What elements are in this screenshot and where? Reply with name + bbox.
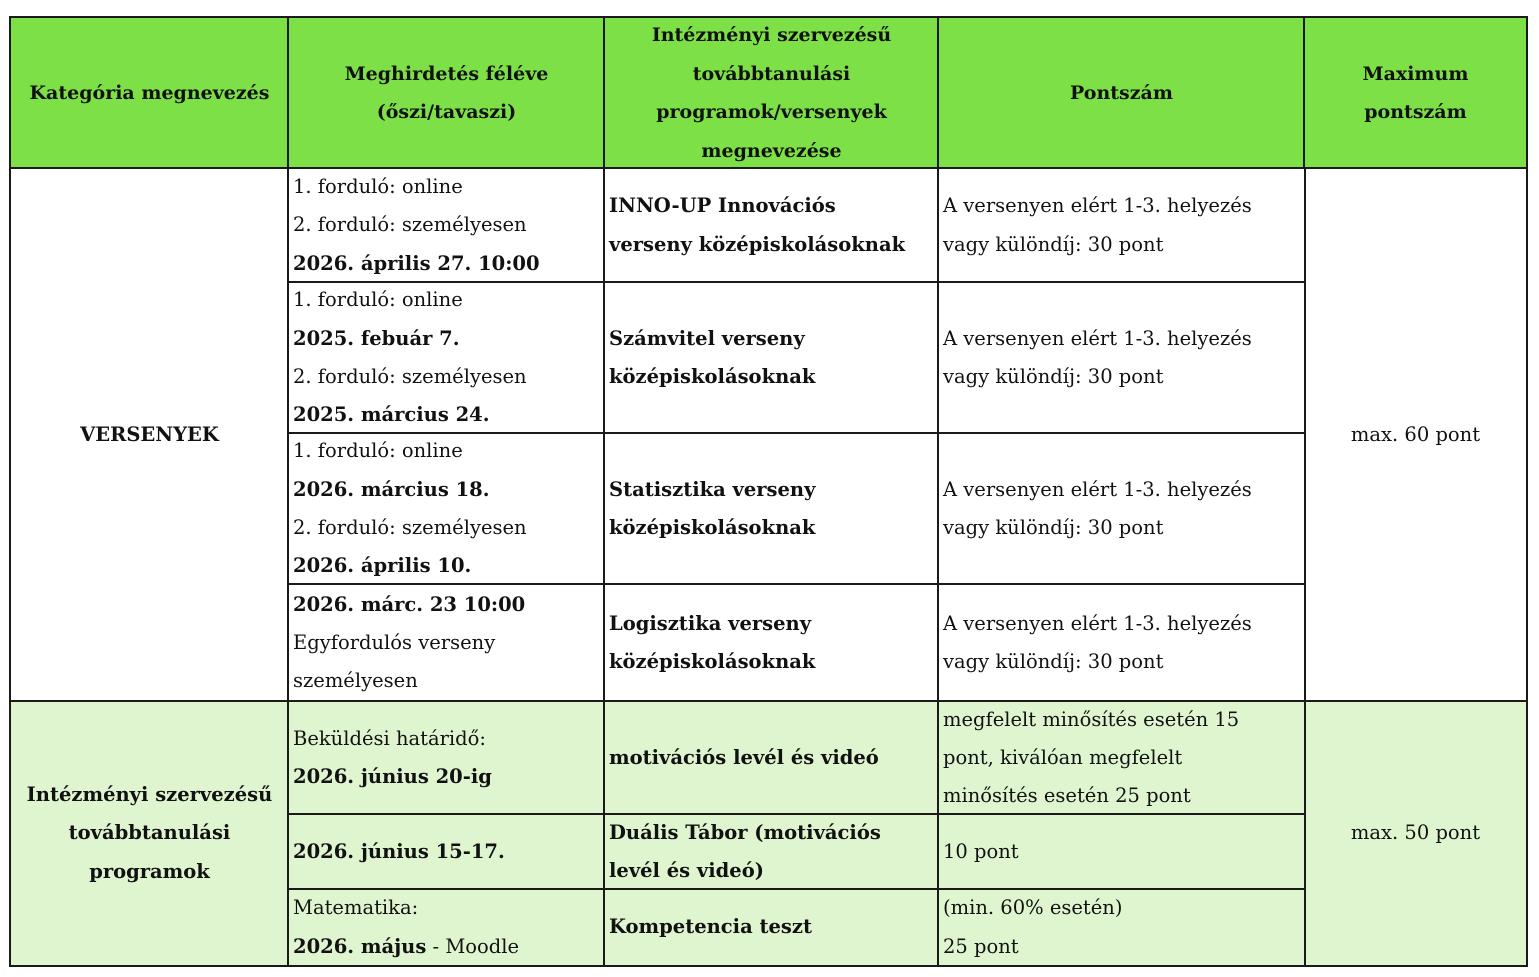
header-program-line: megnevezése <box>701 139 842 162</box>
date-line: 2. forduló: személyesen <box>293 213 527 237</box>
header-program <box>603 16 940 170</box>
points-line: A versenyen elért 1-3. helyezés <box>943 194 1252 218</box>
table-row-points <box>937 813 1306 891</box>
table-row-program <box>603 888 940 967</box>
program-line: Számvitel verseny <box>609 326 805 350</box>
points-line: vagy különdíj: 30 pont <box>943 650 1164 673</box>
date-line: 2026. április 10. <box>293 554 472 578</box>
program-line: levél és videó) <box>609 859 764 882</box>
header-program-line: továbbtanulási <box>692 62 851 85</box>
category-label: VERSENYEK <box>80 422 219 446</box>
program-line: verseny középiskolásoknak <box>609 232 906 256</box>
program-line: Duális Tábor (motivációs <box>609 820 881 844</box>
program-line: Kompetencia teszt <box>609 915 812 939</box>
program-line: középiskolásoknak <box>609 365 816 388</box>
table-row-dates <box>287 700 606 816</box>
points-line: megfelelt minősítés esetén 15 <box>943 707 1240 731</box>
program-line: középiskolásoknak <box>609 516 816 539</box>
header-max-line: Maximum <box>1362 62 1469 85</box>
table-row-program <box>603 583 940 703</box>
program-line: motivációs levél és videó <box>609 745 879 769</box>
date-line: 2. forduló: személyesen <box>293 516 527 539</box>
program-line: Logisztika verseny <box>609 611 812 635</box>
table-row-program <box>603 281 940 435</box>
category-line: programok <box>89 859 210 883</box>
table-row-dates <box>287 583 606 703</box>
table-row-points <box>937 583 1306 703</box>
table-row-points <box>937 888 1306 967</box>
points-line: A versenyen elért 1-3. helyezés <box>943 326 1252 350</box>
date-line: 1. forduló: online <box>293 439 463 463</box>
header-category-label: Kategória megnevezés <box>29 81 270 104</box>
date-line: 2026. márc. 23 10:00 <box>293 592 526 616</box>
header-program-line: Intézményi szervezésű <box>651 24 892 46</box>
header-points <box>937 16 1306 170</box>
date-line: 1. forduló: online <box>293 288 463 312</box>
header-semester-line: (őszi/tavaszi) <box>376 101 517 123</box>
program-line: középiskolásoknak <box>609 650 816 673</box>
points-line: A versenyen elért 1-3. helyezés <box>943 477 1252 501</box>
date-bold: 2026. május <box>293 934 427 958</box>
header-semester <box>287 16 606 170</box>
points-line: 10 pont <box>943 839 1019 863</box>
date-line: 2026. április 27. 10:00 <box>293 251 540 275</box>
table-row-program <box>603 700 940 816</box>
date-suffix: - Moodle <box>426 934 520 958</box>
date-line: 2026. június 20-ig <box>293 765 492 788</box>
header-semester-line: Meghirdetés féléve <box>344 62 549 85</box>
category-line: továbbtanulási <box>68 821 231 845</box>
max-points-versenyek <box>1303 167 1528 703</box>
points-line: vagy különdíj: 30 pont <box>943 365 1164 388</box>
table-row-points <box>937 700 1306 816</box>
date-line: Beküldési határidő: <box>293 726 486 750</box>
header-max-points <box>1303 16 1528 170</box>
date-line: személyesen <box>293 669 418 693</box>
points-line: (min. 60% esetén) <box>943 896 1123 920</box>
date-line: 2. forduló: személyesen <box>293 365 527 388</box>
date-line: 1. forduló: online <box>293 175 463 199</box>
date-line: 2025. március 24. <box>293 403 490 427</box>
table-row-program <box>603 167 940 284</box>
program-line: INNO-UP Innovációs <box>609 194 836 218</box>
date-line: 2025. febuár 7. <box>293 326 460 350</box>
date-line: Egyfordulós verseny <box>293 630 496 654</box>
category-line: Intézményi szervezésű <box>26 783 273 807</box>
table-row-points <box>937 167 1306 284</box>
points-line: pont, kiválóan megfelelt <box>943 745 1183 769</box>
points-line: vagy különdíj: 30 pont <box>943 232 1164 256</box>
date-line: 2026. június 15-17. <box>293 839 505 863</box>
category-programok <box>9 700 290 967</box>
header-category <box>9 16 290 170</box>
date-line: Matematika: <box>293 896 419 920</box>
table-row-dates <box>287 432 606 586</box>
table-row-dates <box>287 167 606 284</box>
points-line: vagy különdíj: 30 pont <box>943 516 1164 539</box>
points-line: A versenyen elért 1-3. helyezés <box>943 611 1252 635</box>
points-line: 25 pont <box>943 934 1019 958</box>
table-row-dates <box>287 813 606 891</box>
table-row-program <box>603 432 940 586</box>
header-points-label: Pontszám <box>1070 81 1173 104</box>
max-points-programok <box>1303 700 1528 967</box>
table-row-dates <box>287 281 606 435</box>
table-row-dates <box>287 888 606 967</box>
max-points-value: max. 60 pont <box>1350 422 1481 446</box>
header-max-line: pontszám <box>1364 101 1467 123</box>
program-line: Statisztika verseny <box>609 477 816 501</box>
table-row-points <box>937 432 1306 586</box>
table-row-points <box>937 281 1306 435</box>
max-points-value: max. 50 pont <box>1350 821 1481 845</box>
points-line: minősítés esetén 25 pont <box>943 784 1191 808</box>
table-row-program <box>603 813 940 891</box>
header-program-line: programok/versenyek <box>656 101 887 123</box>
date-line: 2026. március 18. <box>293 477 490 501</box>
category-versenyek <box>9 167 290 703</box>
